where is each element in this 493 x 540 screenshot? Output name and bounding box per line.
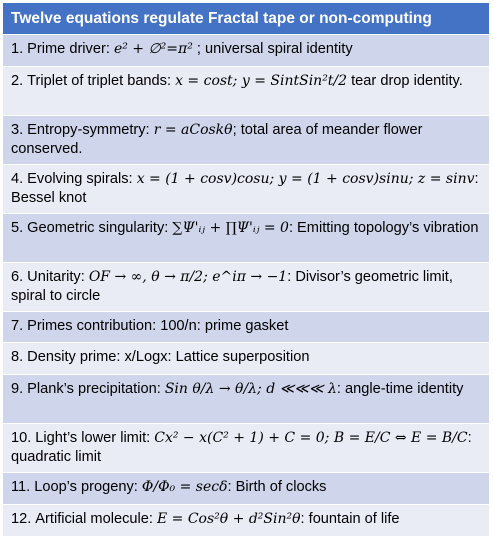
row-description: : Bessel knot xyxy=(11,170,479,206)
row-description: 100/n: prime gasket xyxy=(160,317,289,334)
row-label: Artificial molecule: xyxy=(35,510,153,527)
row-description: tear drop identity. xyxy=(351,72,463,89)
row-label: Density prime: xyxy=(27,349,121,366)
row-label: Unitarity: xyxy=(27,268,85,285)
row-equation: Sin θ/λ → θ/λ; d ≪≪≪ λ xyxy=(164,380,337,397)
row-number: 10. xyxy=(11,429,32,446)
table-row xyxy=(3,375,489,424)
table-row xyxy=(3,35,489,67)
table-row xyxy=(3,473,489,505)
row-description: : fountain of life xyxy=(300,510,400,527)
row-label: Triplet of triplet bands: xyxy=(27,72,172,89)
row-label: Light’s lower limit: xyxy=(35,429,151,446)
row-number: 7. xyxy=(11,317,24,334)
row-label: Geometric singularity: xyxy=(27,219,169,236)
row-number: 1. xyxy=(11,41,24,57)
table-title: Twelve equations regulate Fractal tape or non-computing xyxy=(3,3,489,35)
row-description: x/Logx: Lattice superposition xyxy=(124,349,310,366)
row-number: 12. xyxy=(11,510,32,527)
table-row xyxy=(3,424,489,473)
row-description: ; universal spiral identity xyxy=(196,41,353,57)
row-label: Loop’s progeny: xyxy=(34,479,138,496)
row-label: Primes contribution: xyxy=(27,317,157,334)
row-number: 4. xyxy=(11,170,24,187)
row-number: 9. xyxy=(11,380,24,397)
table-row xyxy=(3,165,489,214)
row-equation: x = (1 + cosv)cosu; y = (1 + cosv)sinu; z = sinv xyxy=(136,170,475,187)
row-label: Entropy-symmetry: xyxy=(27,121,150,138)
row-equation: E = Cos²θ + d²Sin²θ xyxy=(156,510,301,527)
row-description: : Emitting topology’s vibration xyxy=(288,219,479,236)
equations-table xyxy=(2,2,490,537)
row-equation: Φ/Φ₀ = secδ xyxy=(141,479,228,496)
table-row xyxy=(3,263,489,312)
row-number: 3. xyxy=(11,121,24,138)
row-number: 2. xyxy=(11,72,24,89)
row-equation: Cx² − x(C² + 1) + C = 0; B = E/C ⇔ E = B/C xyxy=(154,429,468,446)
row-equation: r = aCoskθ xyxy=(153,121,233,138)
table-row xyxy=(3,116,489,165)
row-equation: ∑Ψ'ᵢⱼ + ∏Ψ'ᵢⱼ = 0 xyxy=(172,219,289,236)
table-row xyxy=(3,343,489,375)
row-number: 8. xyxy=(11,349,24,366)
row-description: : Birth of clocks xyxy=(227,479,327,496)
row-description: : quadratic limit xyxy=(11,429,472,465)
row-equation: e² + ∅²=π² xyxy=(113,41,193,57)
row-label: Plank’s precipitation: xyxy=(27,380,161,397)
row-number: 5. xyxy=(11,219,24,236)
table-row xyxy=(3,214,489,263)
row-equation: OF → ∞, θ → π/2; e^iπ → −1 xyxy=(88,268,288,285)
row-description: ; total area of meander flower conserved. xyxy=(11,121,423,157)
row-number: 11. xyxy=(11,479,31,496)
table-row xyxy=(3,312,489,344)
row-equation: x = cost; y = SintSin²t/2 xyxy=(175,72,348,89)
row-number: 6. xyxy=(11,268,24,285)
row-label: Prime driver: xyxy=(27,41,110,57)
table-row xyxy=(3,67,489,116)
row-description: : Divisor’s geometric limit, spiral to circle xyxy=(11,268,453,304)
row-description: : angle-time identity xyxy=(336,380,464,397)
table-row xyxy=(3,505,489,536)
row-label: Evolving spirals: xyxy=(27,170,133,187)
